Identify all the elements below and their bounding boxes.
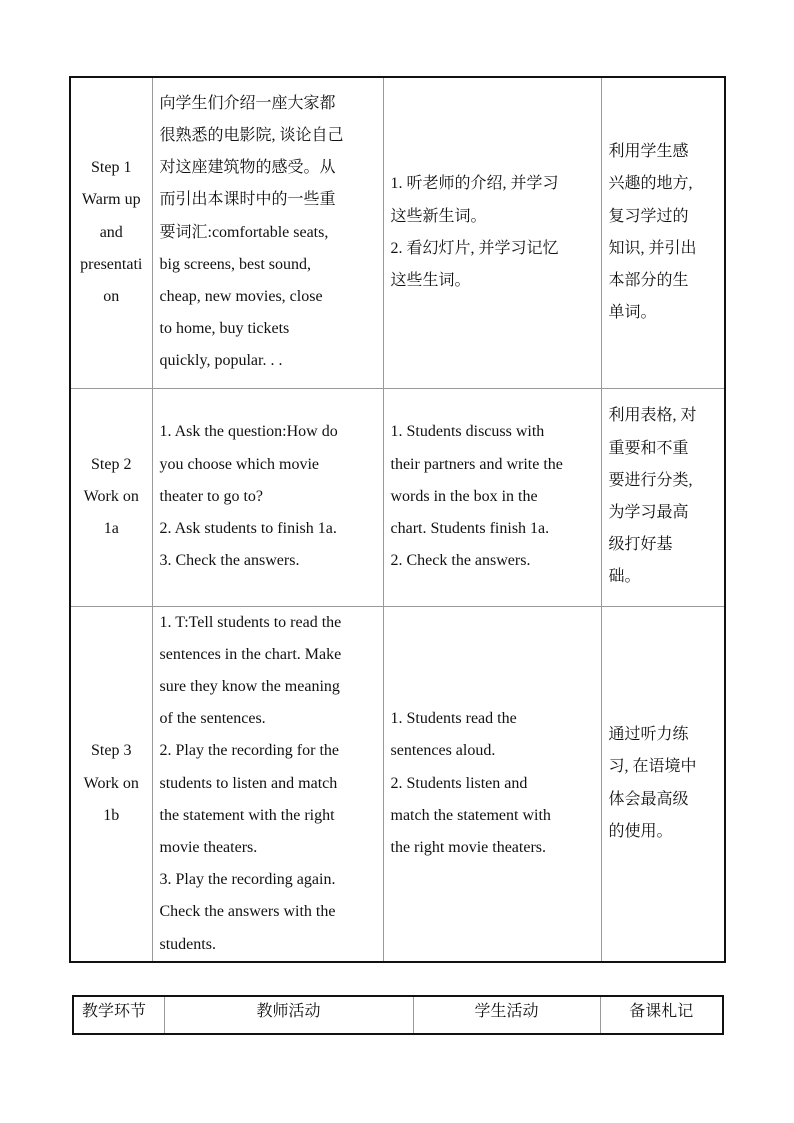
notes-cell: 利用表格, 对 重要和不重 要进行分类, 为学习最高 级打好基 础。 (601, 388, 725, 606)
step-cell: Step 3 Work on 1b (70, 606, 152, 962)
notes-cell: 利用学生感 兴趣的地方, 复习学过的 知识, 并引出 本部分的生 单词。 (601, 77, 725, 388)
header-row (73, 996, 723, 1034)
header-step-col: 教学环节 (73, 996, 164, 1034)
teacher-activity-cell: 1. Ask the question:How do you choose which movie theater to go to? 2. Ask students to finish 1a. 3. Check the answers. (152, 388, 383, 606)
table-row (70, 388, 725, 606)
header-teacher-col: 教师活动 (164, 996, 413, 1034)
lesson-plan-header-table (72, 995, 724, 1035)
header-notes-col: 备课札记 (600, 996, 723, 1034)
student-activity-cell: 1. Students discuss with their partners and write the words in the box in the chart. Students finish 1a. 2. Check the answers. (383, 388, 601, 606)
lesson-plan-table (69, 76, 726, 963)
table-row (70, 606, 725, 962)
teacher-activity-cell: 向学生们介绍一座大家都 很熟悉的电影院, 谈论自己 对这座建筑物的感受。从 而引出本课时中的一些重 要词汇:comfortable seats, big screens, best sound, cheap, new movies, close to home, buy tickets quickly, popular. . . (152, 77, 383, 388)
notes-cell: 通过听力练 习, 在语境中 体会最高级 的使用。 (601, 606, 725, 962)
step-cell: Step 2 Work on 1a (70, 388, 152, 606)
step-cell: Step 1 Warm up and presentati on (70, 77, 152, 388)
student-activity-cell: 1. Students read the sentences aloud. 2. Students listen and match the statement with the right movie theaters. (383, 606, 601, 962)
student-activity-cell: 1. 听老师的介绍, 并学习 这些新生词。 2. 看幻灯片, 并学习记忆 这些生词。 (383, 77, 601, 388)
teacher-activity-cell: 1. T:Tell students to read the sentences in the chart. Make sure they know the meaning of the sentences. 2. Play the recording for the students to listen and match the statement with the right movie theaters. 3. Play the recording again. Check the answers with the students. (152, 606, 383, 962)
table-row (70, 77, 725, 388)
header-student-col: 学生活动 (413, 996, 600, 1034)
